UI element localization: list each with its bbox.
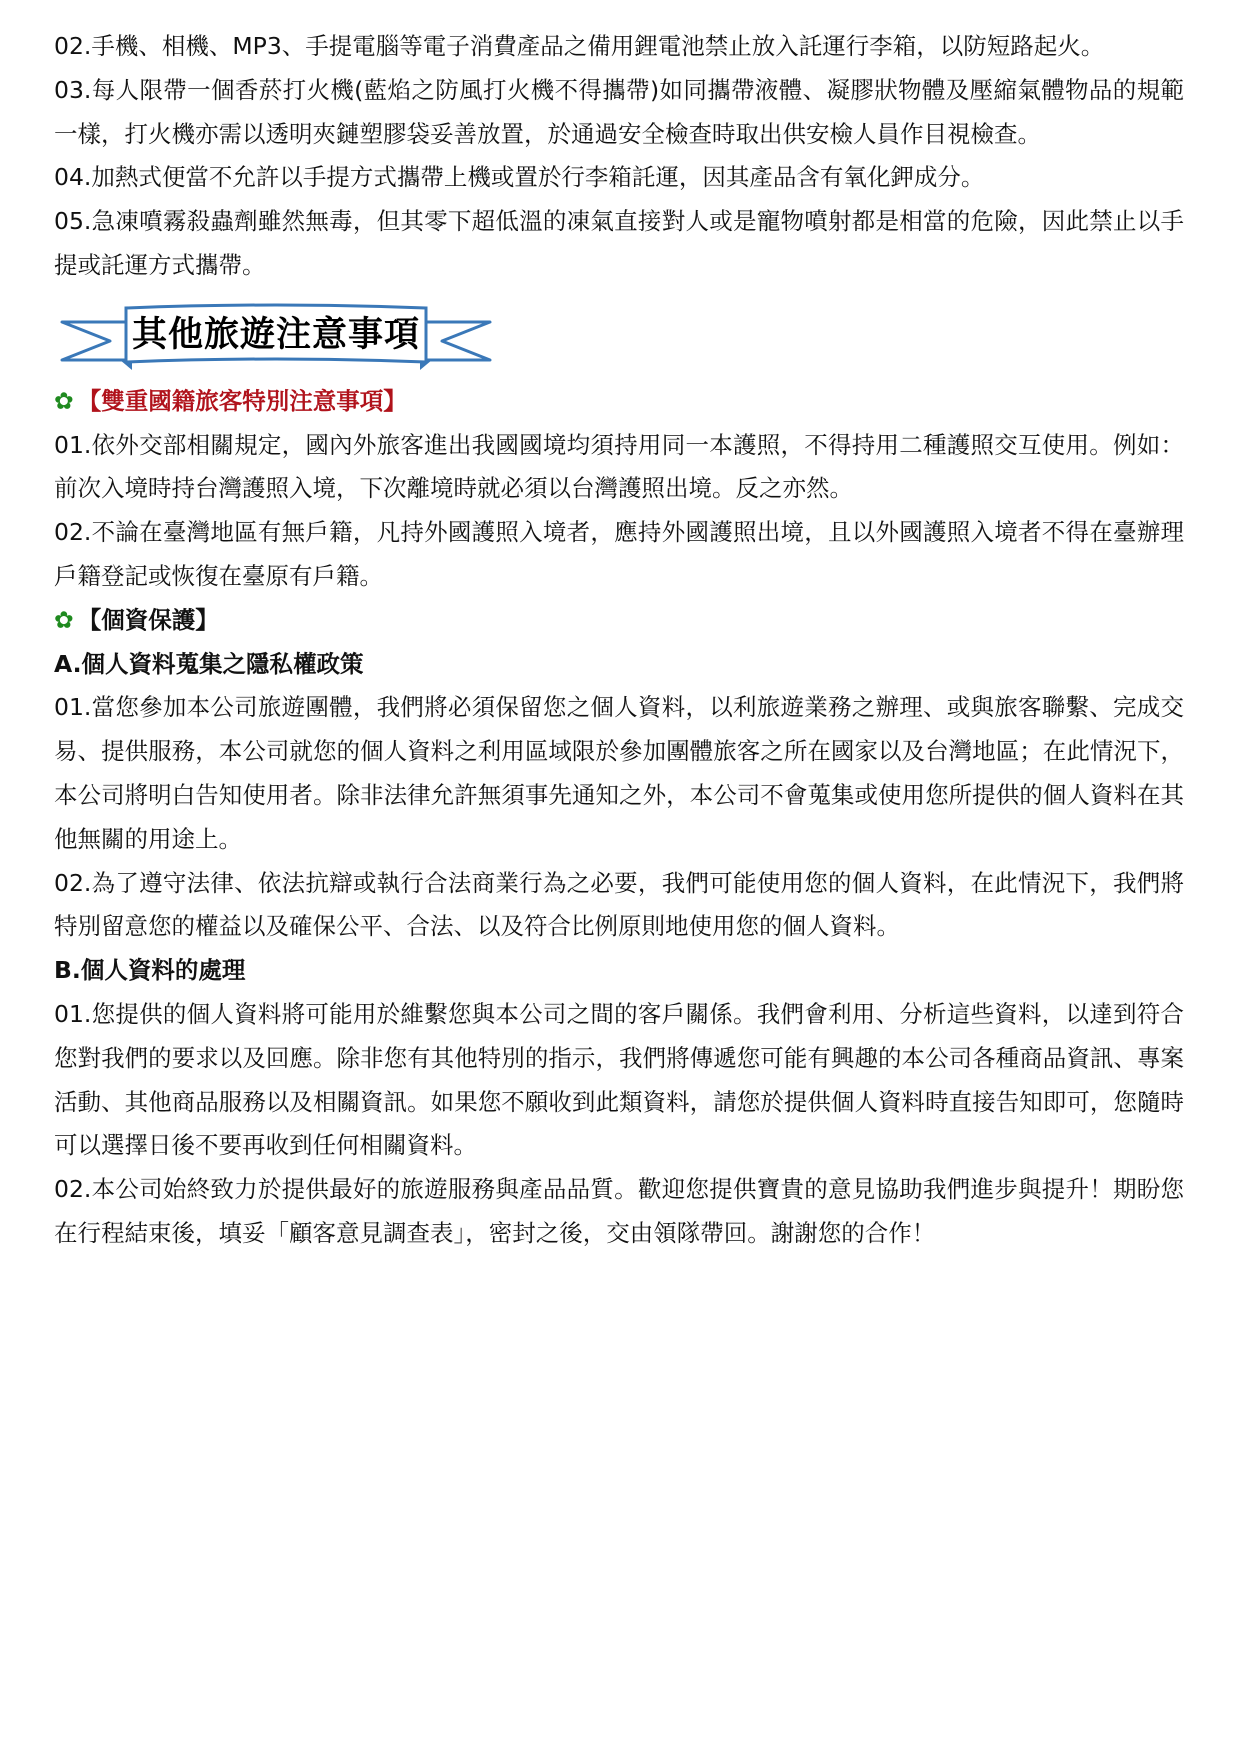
document-page [54,25,1184,1256]
intro-item: 03.每人限帶一個香菸打火機(藍焰之防風打火機不得攜帶)如同攜帶液體、凝膠狀物體及壓縮氣體物品的規範一樣，打火機亦需以透明夾鏈塑膠袋妥善放置，於通過安全檢查時取出供安檢人員作目視檢查。 [54,75,1184,148]
privacy-b-item: 01.您提供的個人資料將可能用於維繫您與本公司之間的客戶關係。我們會利用、分析這些資料，以達到符合您對我們的要求以及回應。除非您有其他特別的指示，我們將傳遞您可能有興趣的本公司各種商品資訊、專案活動、其他商品服務以及相關資訊。如果您不願收到此類資料，請您於提供個人資料時直接告知即可，您隨時可以選擇日後不要再收到任何相關資料。 [54,999,1184,1160]
heading-text: 【雙重國籍旅客特別注意事項】 [77,386,407,415]
privacy-subheading-b: B.個人資料的處理 [54,956,246,985]
flower-icon: ✿ [54,605,74,634]
intro-item: 05.急凍噴霧殺蟲劑雖然無毒，但其零下超低溫的凍氣直接對人或是寵物噴射都是相當的危險，因此禁止以手提或託運方式攜帶。 [54,207,1184,279]
privacy-b-item: 02.本公司始終致力於提供最好的旅遊服務與產品品質。歡迎您提供寶貴的意見協助我們進步與提升！期盼您在行程結束後，填妥「顧客意見調查表」，密封之後，交由領隊帶回。謝謝您的合作！ [54,1175,1184,1247]
dual-nationality-heading [54,380,1184,424]
flower-icon: ✿ [54,386,74,415]
privacy-a-item: 01.當您參加本公司旅遊團體，我們將必須保留您之個人資料，以利旅遊業務之辦理、或與旅客聯繫、完成交易、提供服務，本公司就您的個人資料之利用區域限於參加團體旅客之所在國家以及台灣地區；在此情況下，本公司將明白告知使用者。除非法律允許無須事先通知之外，本公司不會蒐集或使用您所提供的個人資料在其他無關的用途上。 [54,693,1184,853]
privacy-heading [54,599,1184,643]
section-banner [60,300,492,380]
intro-item: 04.加熱式便當不允許以手提方式攜帶上機或置於行李箱託運，因其產品含有氧化鉀成分。 [54,163,985,192]
intro-item: 02.手機、相機、MP3、手提電腦等電子消費產品之備用鋰電池禁止放入託運行李箱，以防短路起火。 [54,32,1105,60]
dual-nationality-item: 01.依外交部相關規定，國內外旅客進出我國國境均須持用同一本護照，不得持用二種護照交互使用。例如：前次入境時持台灣護照入境，下次離境時就必須以台灣護照出境。反之亦然。 [54,430,1184,503]
privacy-a-item: 02.為了遵守法律、依法抗辯或執行合法商業行為之必要，我們可能使用您的個人資料，在此情況下，我們將特別留意您的權益以及確保公平、合法、以及符合比例原則地使用您的個人資料。 [54,868,1184,941]
banner-title: 其他旅遊注意事項 [131,314,420,355]
dual-nationality-item: 02.不論在臺灣地區有無戶籍，凡持外國護照入境者，應持外國護照出境，且以外國護照入境者不得在臺辦理戶籍登記或恢復在臺原有戶籍。 [54,518,1184,590]
privacy-subheading-a: A.個人資料蒐集之隱私權政策 [54,649,364,678]
heading-text: 【個資保護】 [77,605,219,634]
